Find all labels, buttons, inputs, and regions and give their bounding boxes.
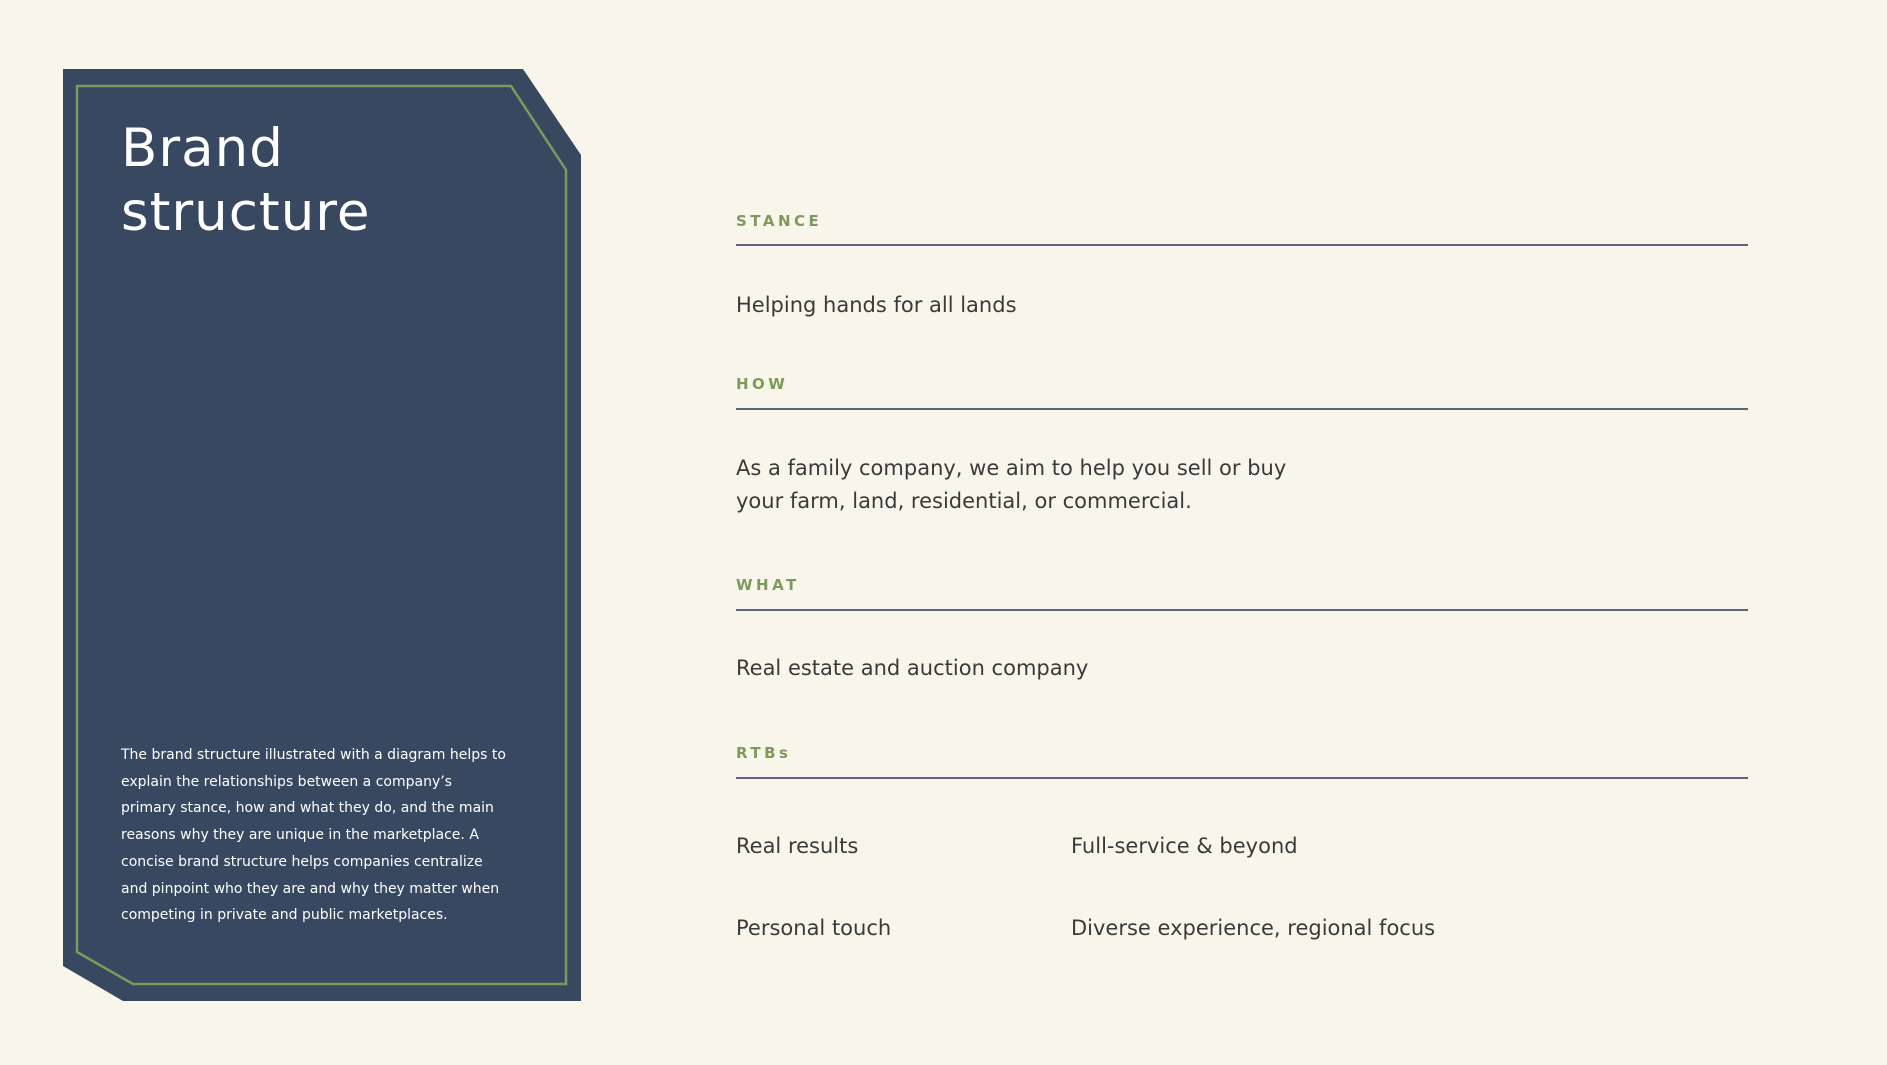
rtb-item: Personal touch bbox=[736, 916, 892, 940]
what-divider bbox=[736, 609, 1748, 611]
stance-label: STANCE bbox=[736, 212, 823, 230]
stance-divider bbox=[736, 244, 1748, 246]
how-value-line-2: your farm, land, residential, or commercial. bbox=[736, 489, 1192, 513]
rtbs-label: RTBs bbox=[736, 744, 792, 762]
how-divider bbox=[736, 408, 1748, 410]
how-value bbox=[736, 452, 1286, 518]
rtb-item: Real results bbox=[736, 834, 859, 858]
how-label: HOW bbox=[736, 375, 789, 393]
brand-structure-panel bbox=[63, 69, 581, 1001]
stance-value: Helping hands for all lands bbox=[736, 293, 1017, 317]
rtb-item: Full-service & beyond bbox=[1071, 834, 1298, 858]
rtb-item: Diverse experience, regional focus bbox=[1071, 916, 1436, 940]
what-value: Real estate and auction company bbox=[736, 656, 1089, 680]
rtbs-divider bbox=[736, 777, 1748, 779]
page-title: Brand structure bbox=[121, 118, 371, 243]
how-value-line-1: As a family company, we aim to help you sell or buy bbox=[736, 456, 1287, 480]
panel-description: The brand structure illustrated with a diagram helps to explain the relationships between a company’s primary stance, how and what they do, and the main reasons why they are unique in the marketplace. A concise brand structure helps companies centralize and pinpoint who they are and why they matter when competing in private and public marketplaces. bbox=[121, 747, 506, 924]
what-label: WHAT bbox=[736, 576, 800, 594]
